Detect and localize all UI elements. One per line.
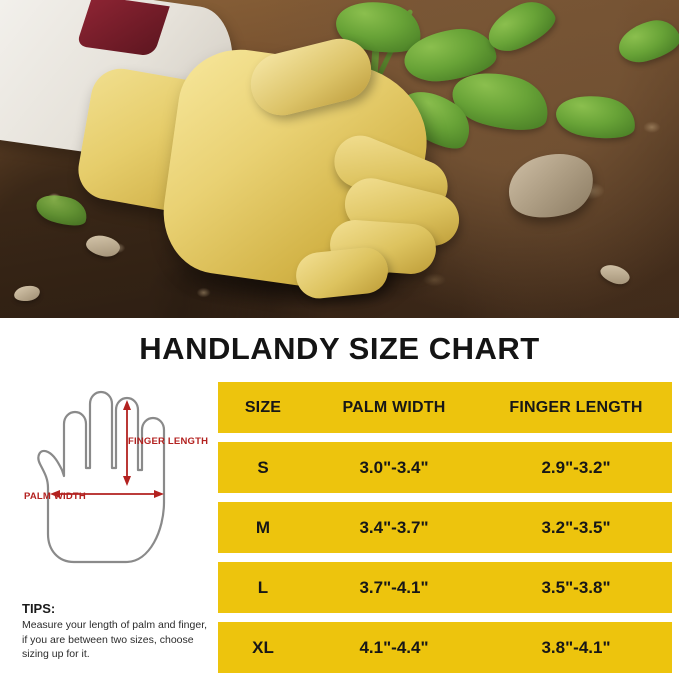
- row-spacer: [218, 493, 672, 502]
- column-header-size: SIZE: [218, 382, 308, 433]
- table-row: [218, 562, 672, 613]
- measurement-diagram: [0, 380, 218, 665]
- tips-block: [22, 601, 212, 661]
- tips-heading: TIPS:: [22, 601, 56, 617]
- cell-finger-length: 2.9"-3.2": [480, 442, 672, 493]
- table-header-row: [218, 382, 672, 433]
- column-header-palm-width: PALM WIDTH: [308, 382, 480, 433]
- row-spacer: [218, 613, 672, 622]
- row-spacer: [218, 553, 672, 562]
- cell-palm-width: 3.0"-3.4": [308, 442, 480, 493]
- row-spacer: [218, 433, 672, 442]
- table-row: [218, 622, 672, 673]
- hand-outline-icon: [22, 384, 202, 566]
- cell-size: XL: [218, 622, 308, 673]
- cell-palm-width: 4.1"-4.4": [308, 622, 480, 673]
- table-row: [218, 442, 672, 493]
- table-row: [218, 502, 672, 553]
- page-title: HANDLANDY SIZE CHART: [139, 331, 540, 366]
- cell-palm-width: 3.7"-4.1": [308, 562, 480, 613]
- cell-palm-width: 3.4"-3.7": [308, 502, 480, 553]
- cell-finger-length: 3.2"-3.5": [480, 502, 672, 553]
- cell-size: S: [218, 442, 308, 493]
- size-table-wrapper: [218, 380, 679, 665]
- finger-length-label: FINGER LENGTH: [128, 436, 209, 447]
- tips-body: Measure your length of palm and finger, if you are between two sizes, choose sizing up for it.: [22, 619, 208, 660]
- title-band: [0, 318, 679, 380]
- cell-finger-length: 3.8"-4.1": [480, 622, 672, 673]
- cell-size: M: [218, 502, 308, 553]
- cell-size: L: [218, 562, 308, 613]
- product-photo: [0, 0, 679, 318]
- palm-width-label: PALM WIDTH: [24, 491, 86, 502]
- cell-finger-length: 3.5"-3.8": [480, 562, 672, 613]
- column-header-finger-length: FINGER LENGTH: [480, 382, 672, 433]
- size-table: [218, 382, 672, 673]
- lower-section: [0, 380, 679, 665]
